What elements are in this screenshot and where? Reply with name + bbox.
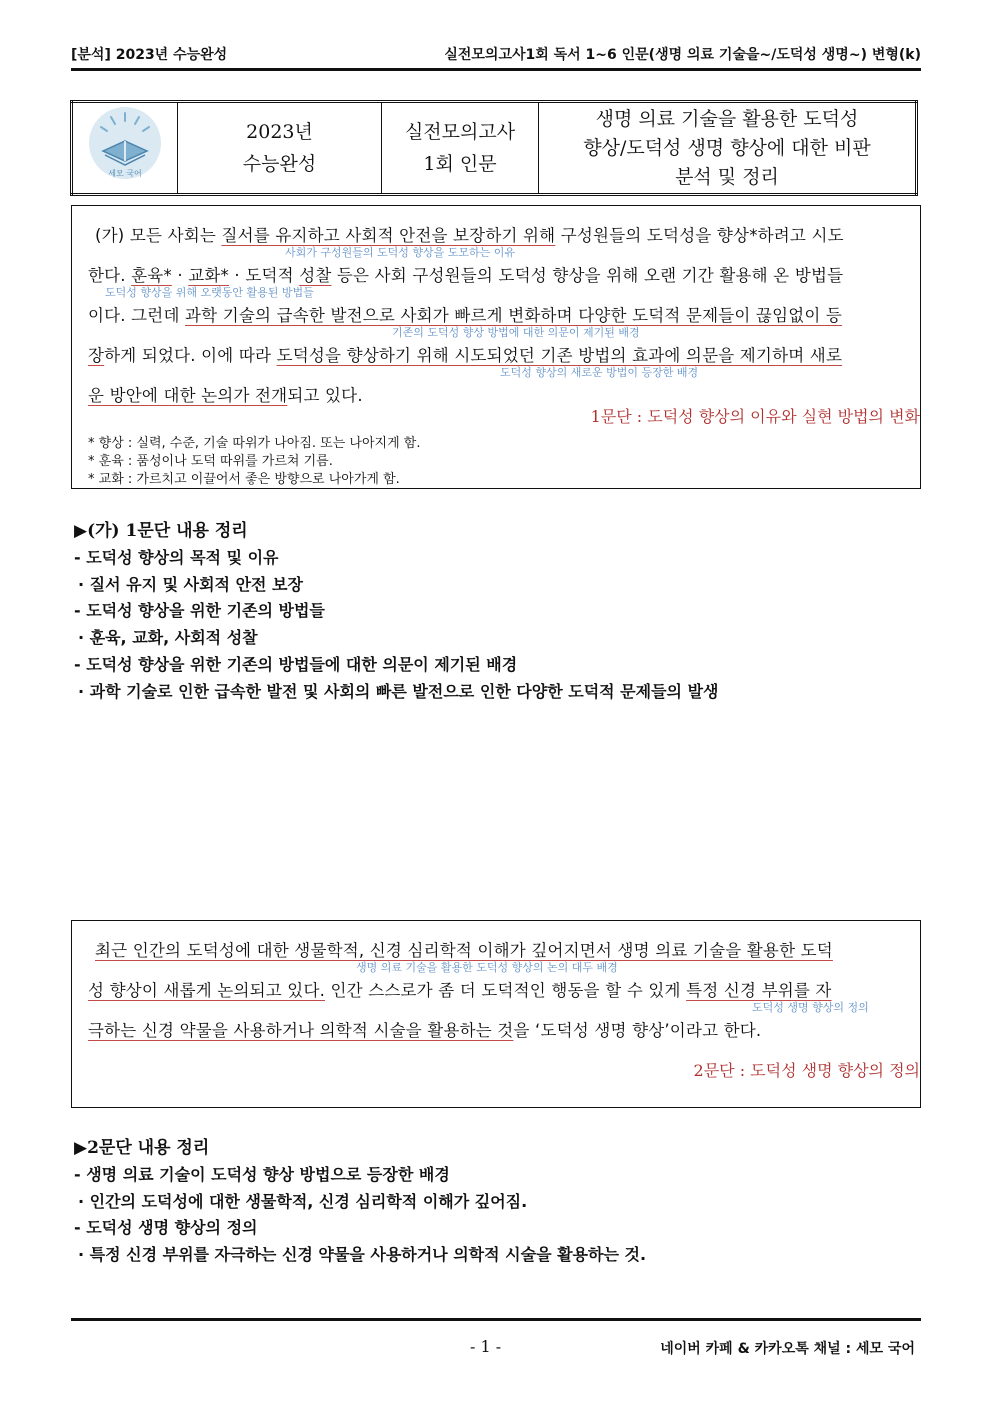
year-cell xyxy=(178,102,382,195)
paragraph2-summary: 2문단 : 도덕성 생명 향상의 정의 xyxy=(693,1061,920,1080)
annotation: 기존의 도덕성 향상 방법에 대한 의문이 제기된 배경 xyxy=(392,326,640,339)
section1-item: - 도덕성 향상을 위한 기존의 방법들에 대한 의문이 제기된 배경 xyxy=(74,655,518,674)
section2-item: - 생명 의료 기술이 도덕성 향상 방법으로 등장한 배경 xyxy=(74,1165,450,1184)
passage1-line1: (가) 모든 사회는 질서를 유지하고 사회적 안전을 보장하기 위해 구성원들의 도덕성을 향상*하려고 시도 xyxy=(95,226,844,245)
year-line1: 2023년 xyxy=(246,121,313,143)
exam-cell xyxy=(382,102,539,195)
footer-channel: 네이버 카페 & 카카오톡 채널 : 세모 국어 xyxy=(660,1341,915,1357)
passage2-line1: 최근 인간의 도덕성에 대한 생물학적, 신경 심리학적 이해가 깊어지면서 생명 의료 기술을 활용한 도덕 xyxy=(95,941,833,960)
year-line2: 수능완성 xyxy=(242,153,317,175)
section1-item: · 과학 기술로 인한 급속한 발전 및 사회의 빠른 발전으로 인한 다양한 도덕적 문제들의 발생 xyxy=(78,682,719,701)
annotation: 생명 의료 기술을 활용한 도덕성 향상의 논의 대두 배경 xyxy=(356,961,618,974)
passage1-line5: 운 방안에 대한 논의가 전개되고 있다. xyxy=(88,386,363,405)
passage1-line4: 장하게 되었다. 이에 따라 도덕성을 향상하기 위해 시도되었던 기존 방법의 효과에 의문을 제기하며 새로 xyxy=(88,346,843,365)
annotation: 도덕성 향상을 위해 오랫동안 활용된 방법들 xyxy=(105,286,314,299)
book-logo-icon xyxy=(85,103,165,183)
footnote: * 교화 : 가르치고 이끌어서 좋은 방향으로 나아가게 함. xyxy=(88,472,400,487)
title-cell xyxy=(539,102,917,195)
annotation: 도덕성 생명 향상의 정의 xyxy=(752,1001,869,1014)
paragraph1-summary: 1문단 : 도덕성 향상의 이유와 실현 방법의 변화 xyxy=(590,407,920,426)
section2-item: · 인간의 도덕성에 대한 생물학적, 신경 심리학적 이해가 깊어짐. xyxy=(78,1192,528,1211)
title-line2: 향상/도덕성 생명 향상에 대한 비판 xyxy=(583,136,871,159)
passage1-line3: 이다. 그런데 과학 기술의 급속한 발전으로 사회가 빠르게 변화하며 다양한 도덕적 문제들이 끊임없이 등 xyxy=(88,306,843,325)
section2-item: - 도덕성 생명 향상의 정의 xyxy=(74,1218,258,1237)
svg-text:세모 국어: 세모 국어 xyxy=(108,169,142,178)
section1-title: ▶(가) 1문단 내용 정리 xyxy=(74,521,248,541)
header-rule xyxy=(71,68,921,71)
exam-line1: 실전모의고사 xyxy=(404,121,516,143)
logo-cell xyxy=(72,102,178,195)
section1-item: - 도덕성 향상의 목적 및 이유 xyxy=(74,548,279,567)
page-number: - 1 - xyxy=(470,1337,502,1356)
title-line1: 생명 의료 기술을 활용한 도덕성 xyxy=(595,107,859,130)
annotation: 도덕성 향상의 새로운 방법이 등장한 배경 xyxy=(500,366,699,379)
section2-title: ▶2문단 내용 정리 xyxy=(74,1138,210,1158)
header-left: [분석] 2023년 수능완성 xyxy=(71,47,228,63)
exam-line2: 1회 인문 xyxy=(423,153,497,175)
header-right: 실전모의고사1회 독서 1~6 인문(생명 의료 기술을~/도덕성 생명~) 변형(k) xyxy=(444,47,921,63)
section1-item: · 훈육, 교화, 사회적 성찰 xyxy=(78,628,258,647)
title-line3: 분석 및 정리 xyxy=(675,165,779,188)
section1-item: · 질서 유지 및 사회적 안전 보장 xyxy=(78,575,303,594)
footnote: * 향상 : 실력, 수준, 기술 따위가 나아짐. 또는 나아지게 함. xyxy=(88,436,421,451)
passage2-line2: 성 향상이 새롭게 논의되고 있다. 인간 스스로가 좀 더 도덕적인 행동을 할 수 있게 특정 신경 부위를 자 xyxy=(88,981,832,1000)
info-table xyxy=(70,100,918,196)
footer-rule xyxy=(71,1318,921,1321)
annotation: 사회가 구성원들의 도덕성 향상을 도모하는 이유 xyxy=(285,246,516,259)
passage2-line3: 극하는 신경 약물을 사용하거나 의학적 시술을 활용하는 것을 ‘도덕성 생명 향상’이라고 한다. xyxy=(88,1021,762,1040)
passage1-line2: 한다. 훈육* · 교화* · 도덕적 성찰 등은 사회 구성원들의 도덕성 향상을 위해 오랜 기간 활용해 온 방법들 xyxy=(88,266,844,285)
section2-item: · 특정 신경 부위를 자극하는 신경 약물을 사용하거나 의학적 시술을 활용하는 것. xyxy=(78,1245,647,1264)
footnote: * 훈육 : 품성이나 도덕 따위를 가르쳐 기름. xyxy=(88,454,333,469)
section1-item: - 도덕성 향상을 위한 기존의 방법들 xyxy=(74,601,325,620)
